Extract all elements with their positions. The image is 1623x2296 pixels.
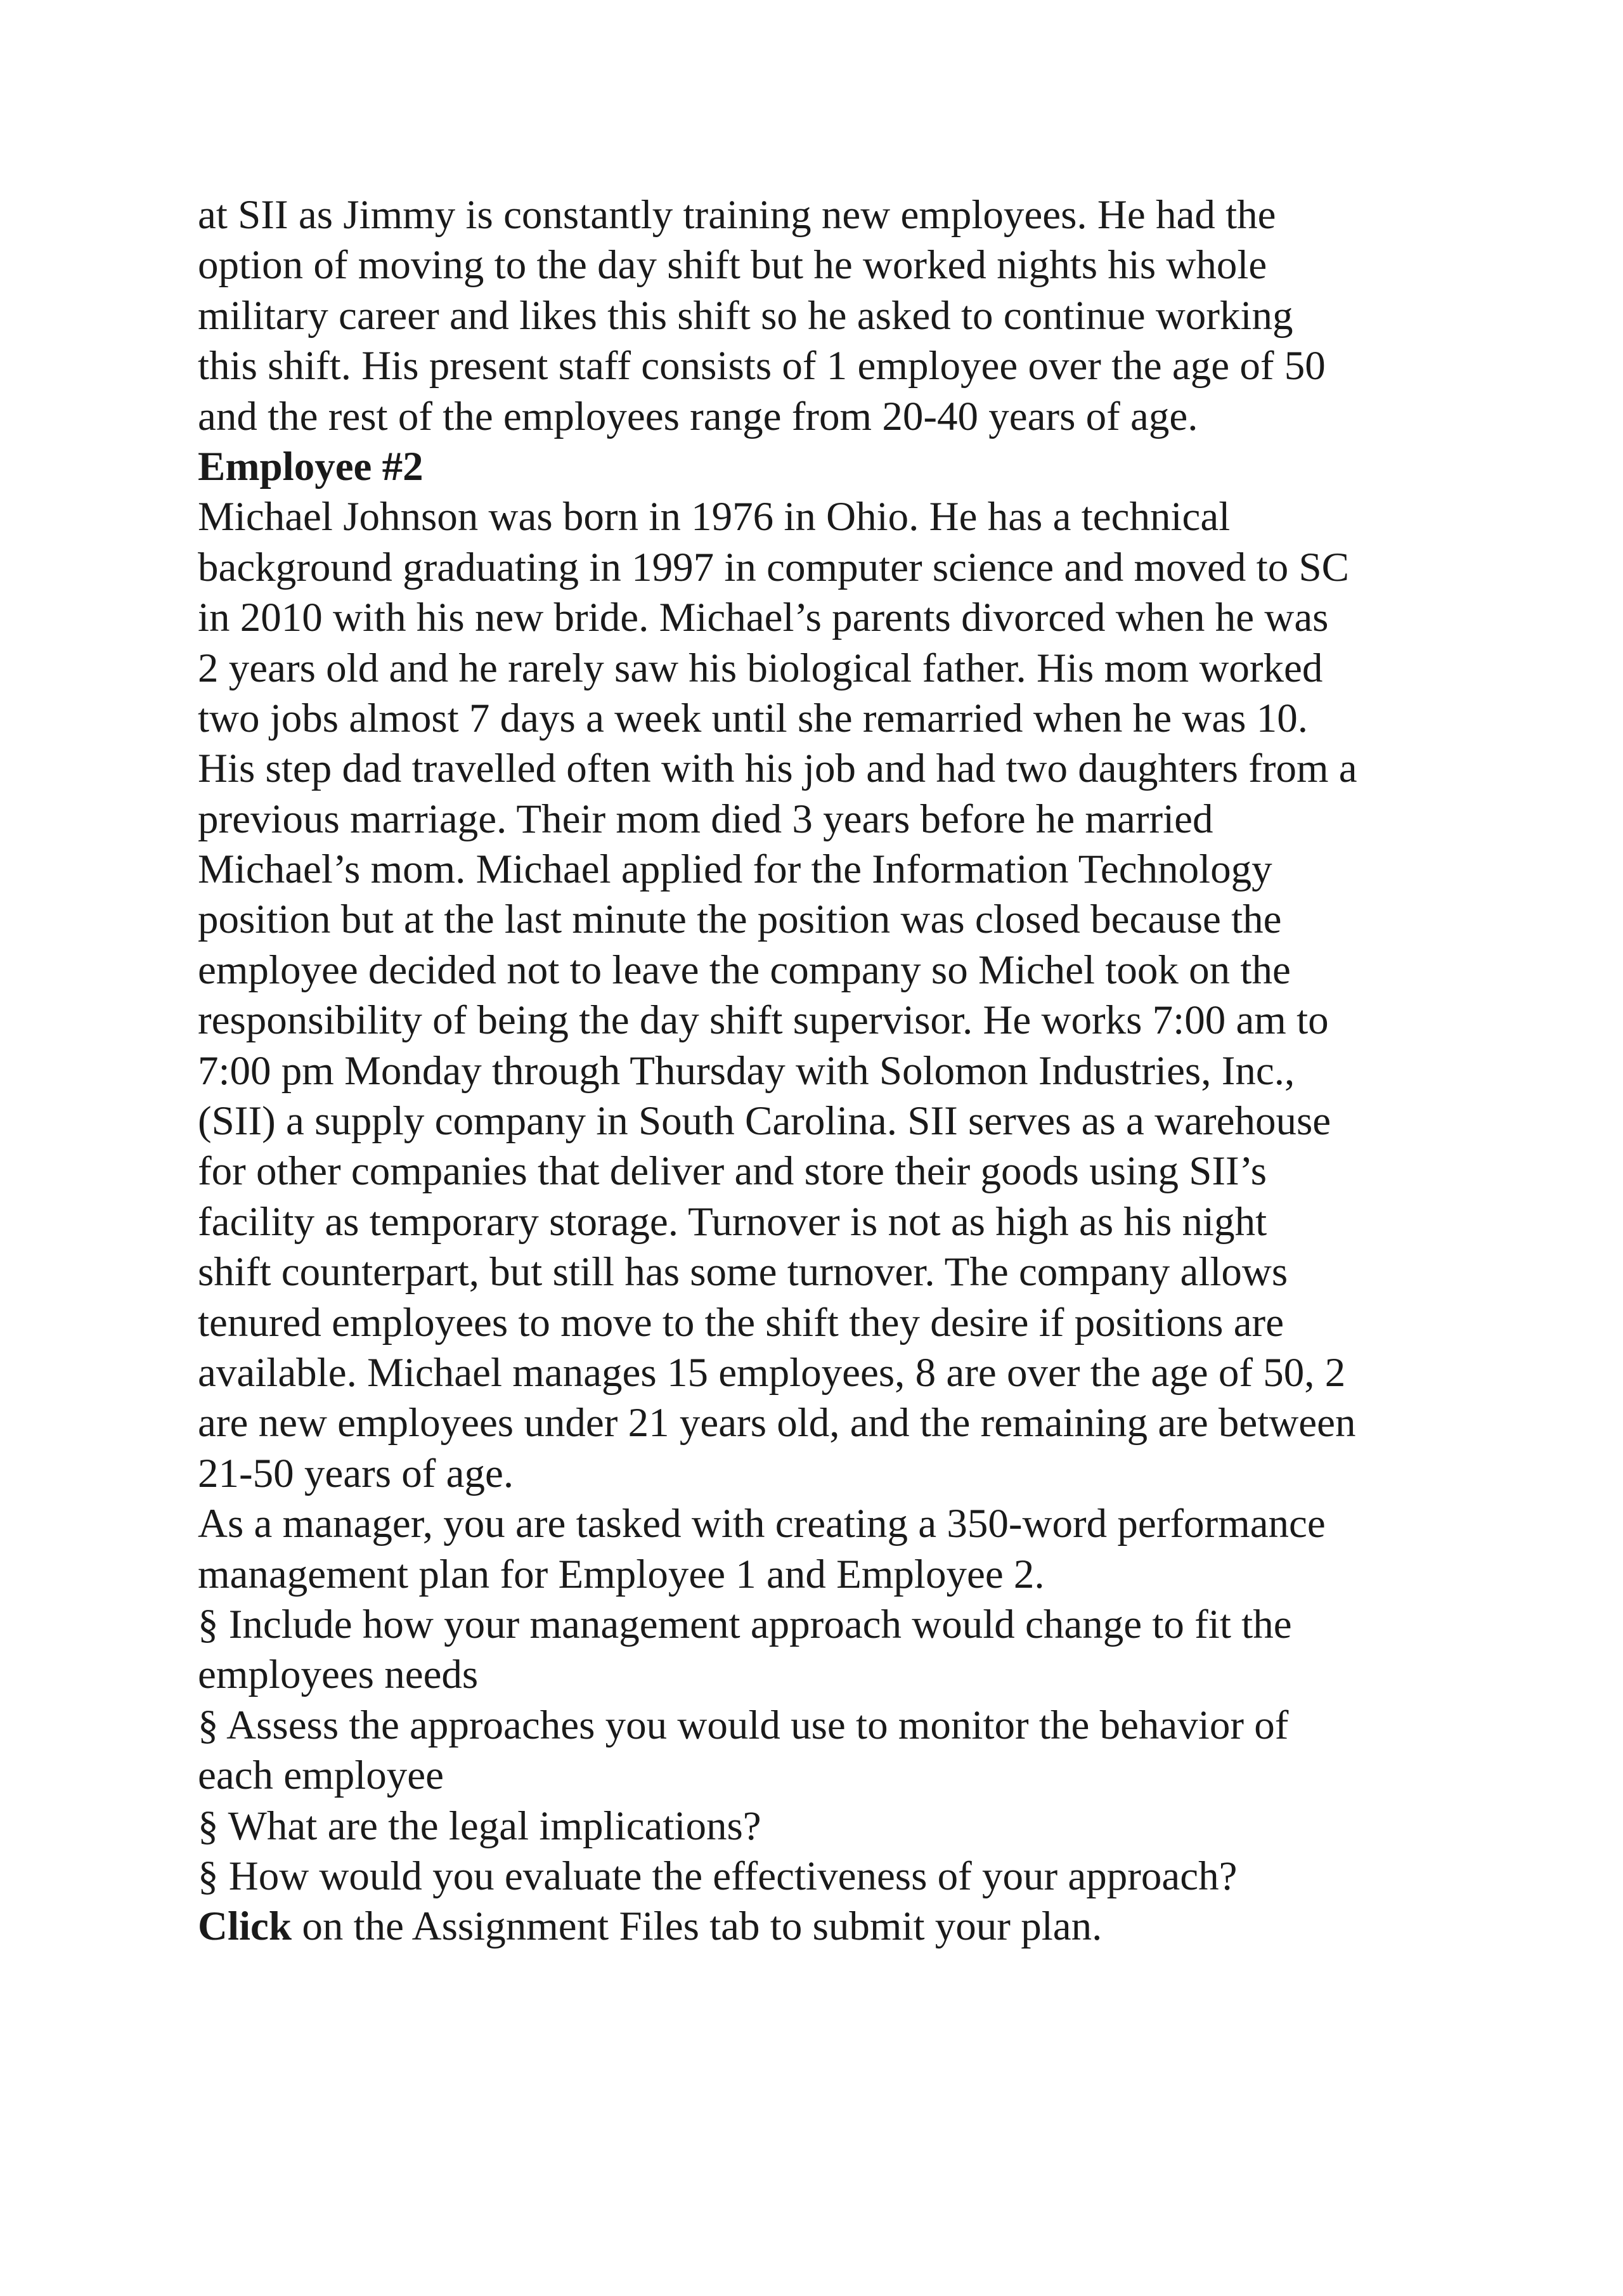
document-page — [198, 190, 1466, 1952]
click-keyword: Click — [198, 1904, 292, 1950]
text-line: shift counterpart, but still has some turnover. The company allows — [198, 1249, 1288, 1295]
text-line: facility as temporary storage. Turnover is not as high as his night — [198, 1198, 1267, 1245]
text-line: 7:00 pm Monday through Thursday with Solomon Industries, Inc., — [198, 1047, 1295, 1094]
text-line: position but at the last minute the position was closed because the — [198, 897, 1282, 943]
bullet-item: § How would you evaluate the effectiveness of your approach? — [198, 1853, 1238, 1899]
text-line: previous marriage. Their mom died 3 years before he married — [198, 796, 1213, 842]
text-line: and the rest of the employees range from 20-40 years of age. — [198, 393, 1198, 439]
text-line: tenured employees to move to the shift they desire if positions are — [198, 1299, 1284, 1346]
text-line: responsibility of being the day shift supervisor. He works 7:00 am to — [198, 997, 1329, 1044]
text-line: in 2010 with his new bride. Michael’s parents divorced when he was — [198, 595, 1329, 641]
text-line: are new employees under 21 years old, and the remaining are between — [198, 1400, 1356, 1446]
bullet-item: § What are the legal implications? — [198, 1803, 761, 1849]
text-line: His step dad travelled often with his job and had two daughters from a — [198, 746, 1357, 792]
bullet-item: § Assess the approaches you would use to monitor the behavior of — [198, 1702, 1289, 1748]
section-heading-employee-2: Employee #2 — [198, 443, 424, 490]
text-line: 21-50 years of age. — [198, 1450, 514, 1496]
text-line: employee decided not to leave the company so Michel took on the — [198, 947, 1291, 993]
bullet-item: § Include how your management approach would change to fit the — [198, 1601, 1292, 1647]
text-line: for other companies that deliver and store their goods using SII’s — [198, 1148, 1267, 1195]
text-line: Michael’s mom. Michael applied for the Information Technology — [198, 846, 1272, 893]
text-line: option of moving to the day shift but he worked nights his whole — [198, 242, 1267, 289]
text-line: background graduating in 1997 in computer science and moved to SC — [198, 544, 1349, 590]
text-line: each employee — [198, 1753, 444, 1799]
text-line: military career and likes this shift so he asked to continue working — [198, 292, 1293, 339]
text-line: two jobs almost 7 days a week until she remarried when he was 10. — [198, 695, 1308, 741]
text-line: this shift. His present staff consists of 1 employee over the age of 50 — [198, 343, 1326, 389]
text-line: employees needs — [198, 1652, 479, 1698]
text-line: 2 years old and he rarely saw his biological father. His mom worked — [198, 645, 1323, 691]
text-line: available. Michael manages 15 employees, 8 are over the age of 50, 2 — [198, 1349, 1346, 1396]
text-line: (SII) a supply company in South Carolina. SII serves as a warehouse — [198, 1098, 1331, 1145]
final-instruction — [198, 1902, 1466, 1952]
text-line: management plan for Employee 1 and Employee 2. — [198, 1551, 1045, 1597]
final-instruction-text: on the Assignment Files tab to submit your plan. — [292, 1904, 1102, 1950]
text-line: Michael Johnson was born in 1976 in Ohio. He has a technical — [198, 494, 1231, 540]
text-line: As a manager, you are tasked with creating a 350-word performance — [198, 1501, 1326, 1547]
text-line: at SII as Jimmy is constantly training new employees. He had the — [198, 192, 1276, 238]
